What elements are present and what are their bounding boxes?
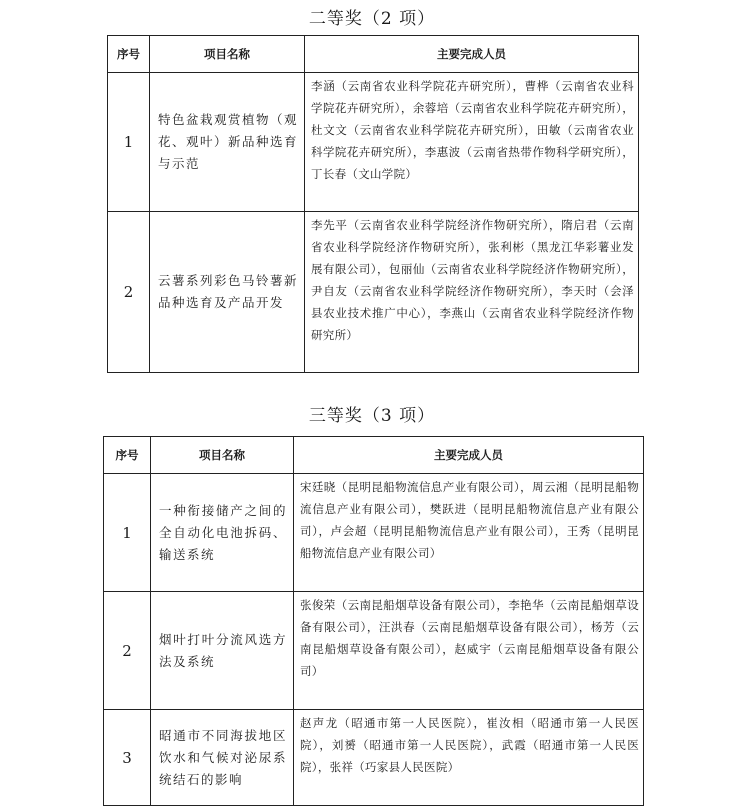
table-row <box>108 212 639 373</box>
table-row <box>104 474 644 592</box>
second-prize-table <box>107 35 639 373</box>
row-project: 烟叶打叶分流风选方法及系统 <box>151 592 294 710</box>
second-prize-title: 二等奖（2 项） <box>308 9 436 29</box>
header-index: 序号 <box>108 36 150 73</box>
third-prize-title: 三等奖（3 项） <box>308 406 436 426</box>
header-people: 主要完成人员 <box>294 437 644 474</box>
row-project: 云薯系列彩色马铃薯新品种选育及产品开发 <box>150 212 305 373</box>
table-header-row <box>108 36 639 73</box>
header-project: 项目名称 <box>151 437 294 474</box>
third-prize-table <box>103 436 644 806</box>
row-project: 特色盆栽观赏植物（观花、观叶）新品种选育与示范 <box>150 73 305 212</box>
header-index: 序号 <box>104 437 151 474</box>
header-people: 主要完成人员 <box>305 36 639 73</box>
row-people: 张俊荣（云南昆船烟草设备有限公司），李艳华（云南昆船烟草设备有限公司），汪洪春（云南昆船烟草设备有限公司），杨芳（云南昆船烟草设备有限公司），赵威宇（云南昆船烟草设备有限公司） <box>294 592 644 710</box>
row-people: 李涵（云南省农业科学院花卉研究所），曹桦（云南省农业科学院花卉研究所），余蓉培（云南省农业科学院花卉研究所），杜文文（云南省农业科学院花卉研究所），田敏（云南省农业科学院花卉研究所），李惠波（云南省热带作物科学研究所），丁长春（文山学院） <box>305 73 639 212</box>
row-index: 2 <box>104 592 151 710</box>
row-index: 2 <box>108 212 150 373</box>
row-people: 宋廷晓（昆明昆船物流信息产业有限公司），周云湘（昆明昆船物流信息产业有限公司），樊跃进（昆明昆船物流信息产业有限公司），卢会超（昆明昆船物流信息产业有限公司），王秀（昆明昆船物流信息产业有限公司） <box>294 474 644 592</box>
table-row <box>104 592 644 710</box>
row-index: 3 <box>104 710 151 806</box>
row-people: 赵声龙（昭通市第一人民医院），崔汝相（昭通市第一人民医院），刘赟（昭通市第一人民医院），武霞（昭通市第一人民医院），张祥（巧家县人民医院） <box>294 710 644 806</box>
row-project: 昭通市不同海拔地区饮水和气候对泌尿系统结石的影响 <box>151 710 294 806</box>
header-project: 项目名称 <box>150 36 305 73</box>
table-row <box>104 710 644 806</box>
table-header-row <box>104 437 644 474</box>
row-index: 1 <box>108 73 150 212</box>
row-people: 李先平（云南省农业科学院经济作物研究所），隋启君（云南省农业科学院经济作物研究所），张利彬（黑龙江华彩薯业发展有限公司），包丽仙（云南省农业科学院经济作物研究所），尹自友（云南省农业科学院经济作物研究所），李天时（会泽县农业技术推广中心），李燕山（云南省农业科学院经济作物研究所） <box>305 212 639 373</box>
row-index: 1 <box>104 474 151 592</box>
row-project: 一种衔接储产之间的全自动化电池拆码、输送系统 <box>151 474 294 592</box>
table-row <box>108 73 639 212</box>
